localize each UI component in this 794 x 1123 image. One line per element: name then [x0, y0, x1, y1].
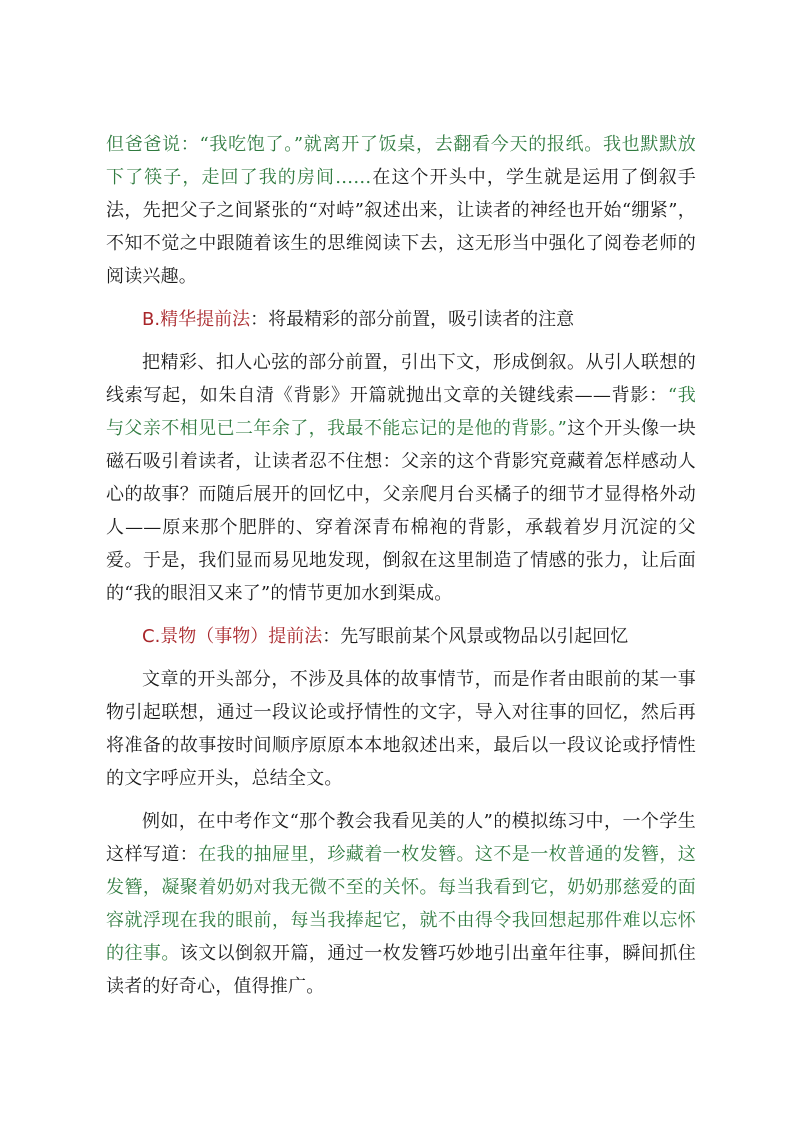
quoted-example-text: “我与父亲不相见已二年余了，我最不能忘记的是他的背影。” — [106, 385, 696, 439]
body-text: 文章的开头部分，不涉及具体的故事情节，而是作者由眼前的某一事物引起联想，通过一段议论或抒情性的文字，导入对往事的回忆，然后再将准备的故事按时间顺序原原本本地叙述出来，最后以一段议论或抒情性的文字呼应开头，总结全文。 — [106, 669, 696, 789]
body-text: 例如，在中考作文“那个教会我看见美的人”的模拟练习中，一个学生这样写道： — [106, 811, 696, 865]
body-text: 把精彩、扣人心弦的部分前置，引出下文，形成倒叙。从引人联想的线索写起，如朱自清《背影》开篇就抛出文章的关键线索——背影： — [106, 352, 696, 406]
body-text: 这个开头像一块磁石吸引着读者，让读者忍不住想：父亲的这个背影究竟藏着怎样感动人心的故事？而随后展开的回忆中，父亲爬月台买橘子的细节才显得格外动人——原来那个肥胖的、穿着深青布棉袍的背影，承载着岁月沉淀的父爱。于是，我们显而易见地发现，倒叙在这里制造了情感的张力，让后面的“我的眼泪又来了”的情节更加水到渠成。 — [106, 418, 696, 604]
paragraph-gap — [106, 336, 696, 346]
paragraph-gap — [106, 293, 696, 303]
heading-label: B.精华提前法 — [142, 309, 251, 330]
analysis-text: 在这个开头中，学生就是运用了倒叙手法，先把父子之间紧张的“对峙”叙述出来，让读者的神经也开始“绷紧”，不知不觉之中跟随着该生的思维阅读下去，这无形当中强化了阅卷老师的阅读兴趣。 — [106, 167, 696, 287]
paragraph-gap — [106, 610, 696, 620]
heading-label: C.景物（事物）提前法 — [142, 626, 323, 647]
heading-description: ：将最精彩的部分前置，吸引读者的注意 — [250, 309, 575, 330]
body-text: 该文以倒叙开篇，通过一枚发簪巧妙地引出童年往事，瞬间抓住读者的好奇心，值得推广。 — [106, 943, 696, 997]
paragraph-section-c — [106, 663, 696, 795]
quoted-example-text: 在我的抽屉里，珍藏着一枚发簪。这不是一枚普通的发簪，这发簪，凝聚着奶奶对我无微不至的关怀。每当我看到它，奶奶那慈爱的面容就浮现在我的眼前，每当我捧起它，就不由得令我回想起那件难以忘怀的往事。 — [106, 844, 697, 964]
section-heading-b — [106, 303, 696, 336]
paragraph-gap — [106, 795, 696, 805]
section-heading-c — [106, 620, 696, 653]
paragraph-example — [106, 805, 696, 1003]
quoted-example-text: 但爸爸说：“我吃饱了。”就离开了饭桌，去翻看今天的报纸。我也默默放下了筷子，走回了我的房间…… — [106, 134, 696, 188]
document-page — [106, 128, 696, 1003]
heading-description: ：先写眼前某个风景或物品以引起回忆 — [322, 626, 629, 647]
paragraph-gap — [106, 653, 696, 663]
paragraph-section-a-conclusion — [106, 128, 696, 293]
paragraph-section-b — [106, 346, 696, 610]
